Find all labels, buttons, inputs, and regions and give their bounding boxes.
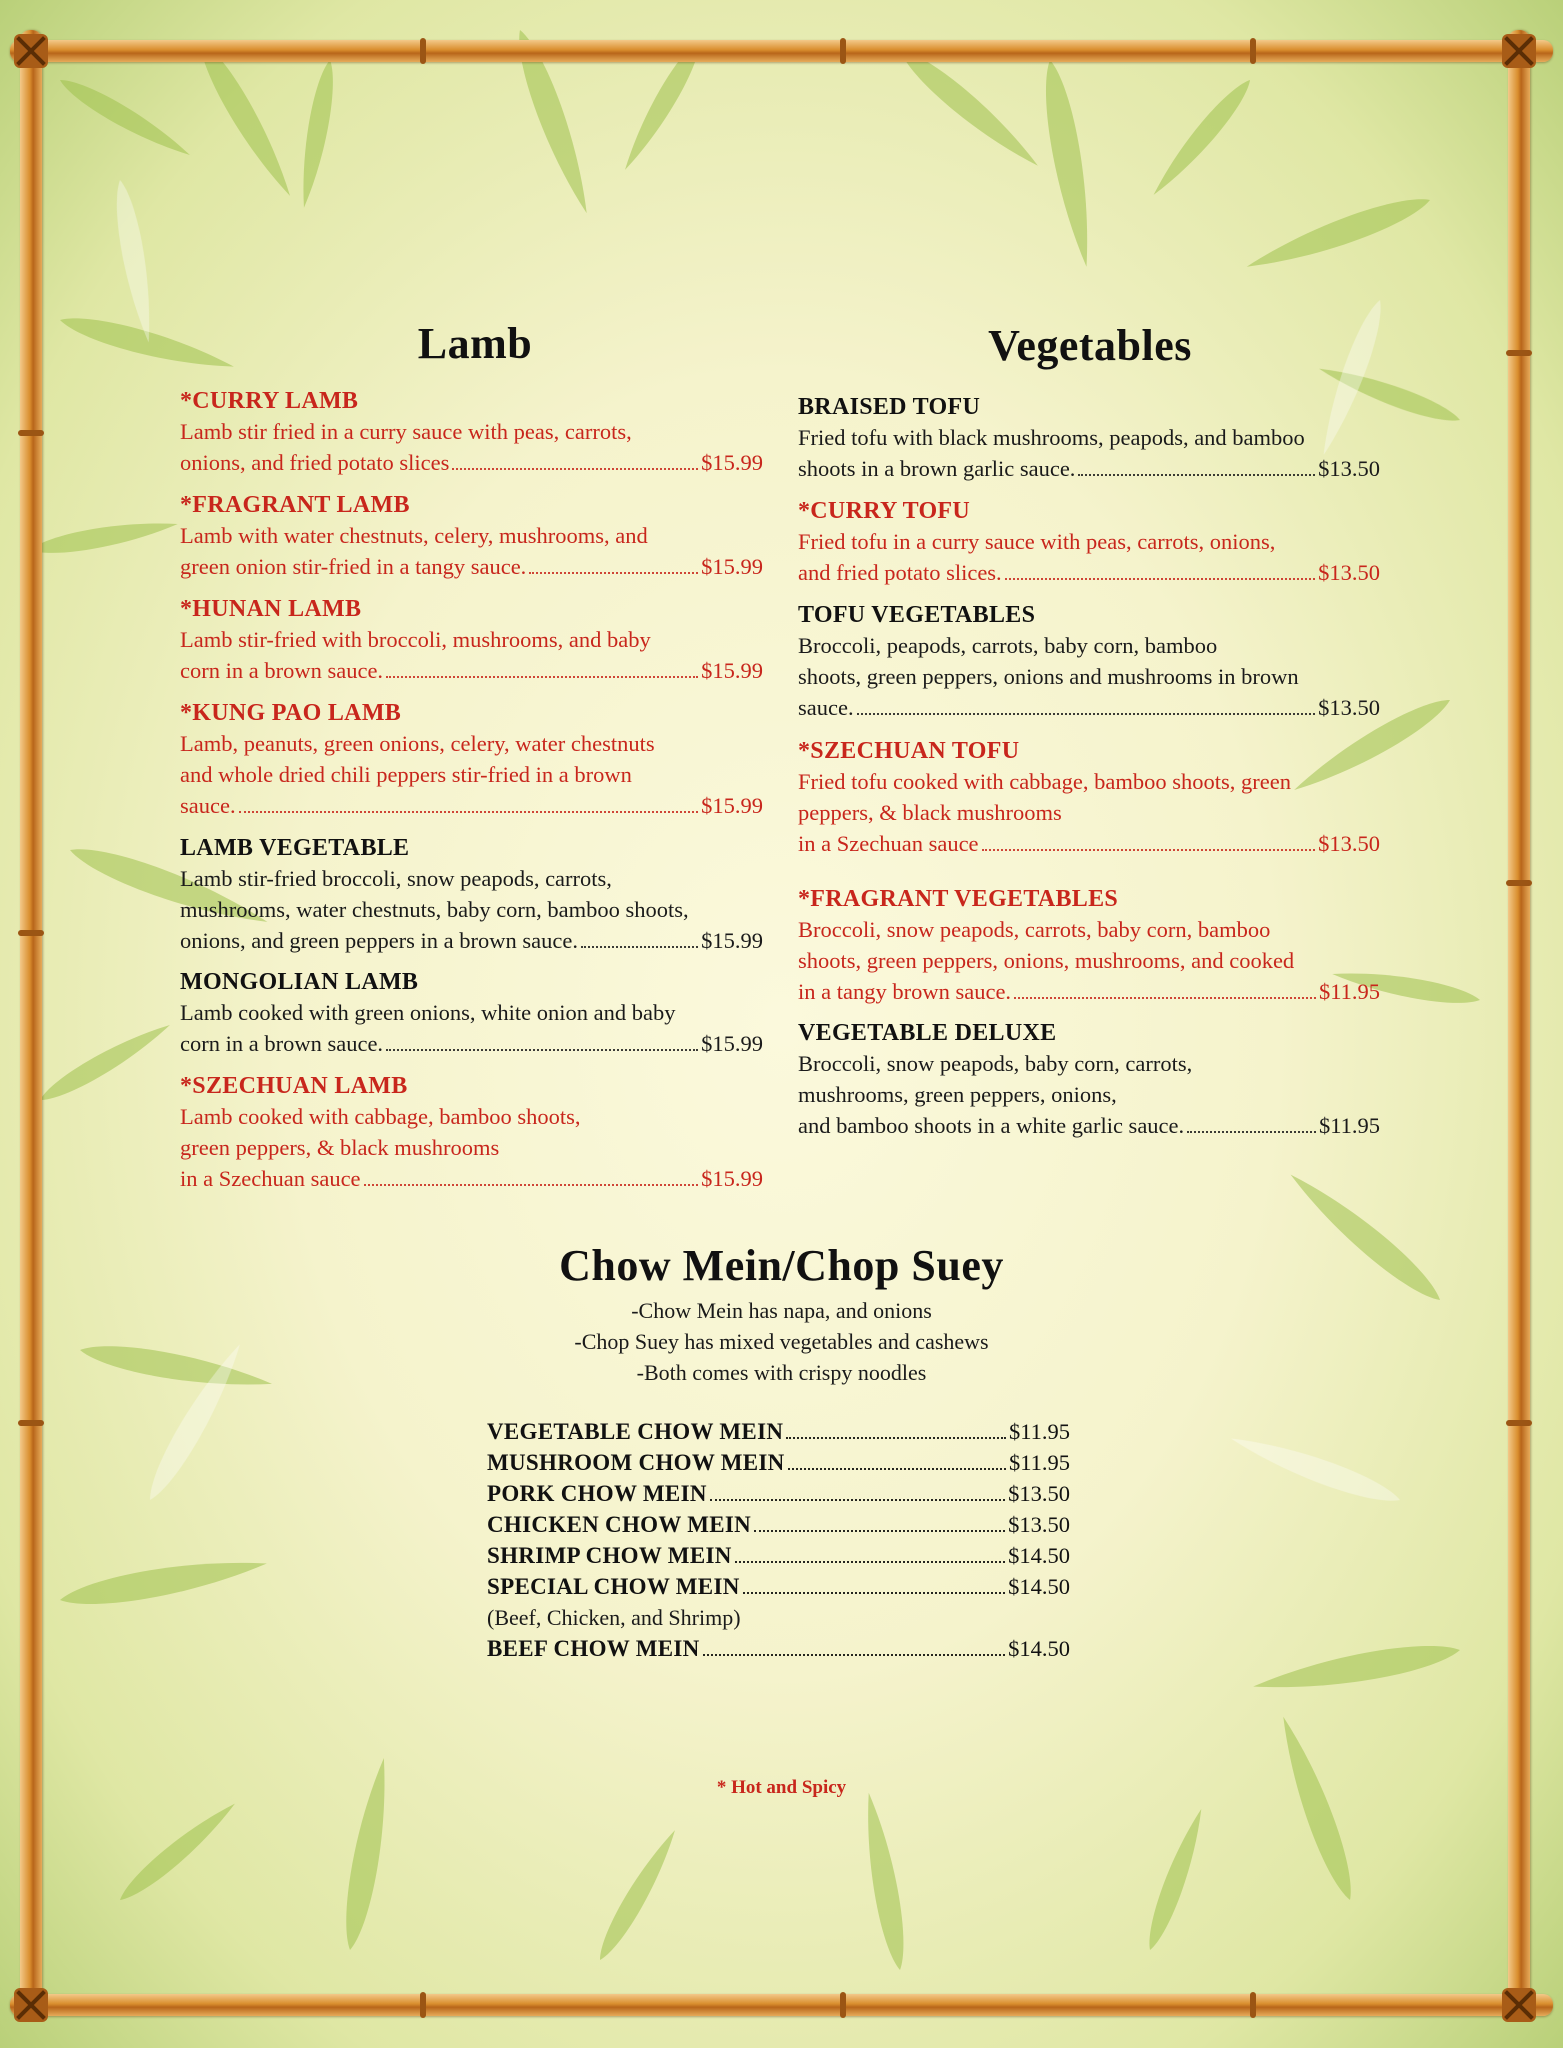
- dot-leader: [581, 931, 698, 948]
- menu-item-description: and fried potato slices.: [798, 560, 1002, 585]
- chow-mein-item-price: $14.50: [1008, 1636, 1070, 1661]
- menu-item-description: Broccoli, snow peapods, carrots, baby corn, bamboo: [798, 917, 1271, 942]
- dot-leader: [386, 661, 698, 678]
- menu-item[interactable]: [798, 1018, 1380, 1141]
- menu-item-price: $11.95: [1318, 979, 1380, 1004]
- menu-item-name: *CURRY TOFU: [798, 498, 971, 524]
- hot-and-spicy-footnote: * Hot and Spicy: [716, 1777, 847, 1798]
- menu-item[interactable]: [180, 386, 763, 478]
- menu-item-description: corn in a brown sauce.: [180, 658, 384, 683]
- menu-item-price-line: [180, 447, 763, 478]
- menu-item-description: green peppers, & black mushrooms: [180, 1135, 500, 1160]
- chow-mein-list: [487, 1416, 1070, 1664]
- menu-item-price: $13.50: [1318, 456, 1380, 481]
- menu-item-price-line: [180, 790, 763, 821]
- vegetables-title: Vegetables: [988, 321, 1192, 370]
- menu-item-price: $15.99: [701, 793, 763, 818]
- dot-leader: [239, 796, 699, 813]
- chow-mein-item-price: $13.50: [1008, 1512, 1070, 1537]
- menu-item-description: onions, and fried potato slices: [180, 450, 450, 475]
- menu-item-description: and whole dried chili peppers stir-fried in a brown: [180, 762, 632, 787]
- menu-item-description: shoots in a brown garlic sauce.: [798, 456, 1076, 481]
- menu-item-name: LAMB VEGETABLE: [180, 835, 410, 861]
- chow-mein-item[interactable]: [487, 1447, 1070, 1478]
- menu-item-description: Fried tofu cooked with cabbage, bamboo shoots, green: [798, 769, 1292, 794]
- menu-item-name: *SZECHUAN LAMB: [180, 1073, 408, 1099]
- chow-mein-item-name: SPECIAL CHOW MEIN: [487, 1574, 740, 1599]
- lamb-title: Lamb: [417, 319, 533, 368]
- menu-item[interactable]: [180, 490, 763, 582]
- menu-item[interactable]: [798, 392, 1380, 484]
- menu-item-price: $15.99: [701, 928, 763, 953]
- menu-item-price-line: [798, 976, 1380, 1007]
- menu-item[interactable]: [180, 1071, 763, 1194]
- dot-leader: [452, 453, 698, 470]
- dot-leader: [982, 834, 1316, 851]
- dot-leader: [857, 698, 1316, 715]
- chow-mein-item[interactable]: [487, 1478, 1070, 1509]
- dot-leader: [1187, 1116, 1316, 1133]
- chow-mein-item-price: $14.50: [1008, 1543, 1070, 1568]
- menu-item-price: $15.99: [701, 450, 763, 475]
- menu-item-description: Broccoli, peapods, carrots, baby corn, bamboo: [798, 633, 1218, 658]
- menu-item-description: Lamb cooked with cabbage, bamboo shoots,: [180, 1104, 581, 1129]
- menu-item-price: $15.99: [701, 1166, 763, 1191]
- menu-item-description: in a tangy brown sauce.: [798, 979, 1012, 1004]
- chow-mein-note: -Chow Mein has napa, and onions: [631, 1298, 932, 1323]
- menu-item-description: Fried tofu in a curry sauce with peas, carrots, onions,: [798, 529, 1276, 554]
- dot-leader: [386, 1034, 698, 1051]
- menu-item[interactable]: [798, 600, 1380, 723]
- chow-mein-item[interactable]: [487, 1633, 1070, 1664]
- chow-mein-title: Chow Mein/Chop Suey: [559, 1241, 1004, 1290]
- menu-item-price-line: [798, 828, 1380, 859]
- menu-item-price: $15.99: [701, 658, 763, 683]
- menu-item-description: Lamb stir fried in a curry sauce with peas, carrots,: [180, 419, 632, 444]
- menu-item-description: sauce.: [798, 695, 854, 720]
- menu-item-description: corn in a brown sauce.: [180, 1031, 384, 1056]
- menu-item-description: mushrooms, water chestnuts, baby corn, bamboo shoots,: [180, 897, 689, 922]
- menu-item-description: shoots, green peppers, onions, mushrooms, and cooked: [798, 948, 1295, 973]
- chow-mein-item[interactable]: [487, 1509, 1070, 1540]
- menu-item-description: Lamb, peanuts, green onions, celery, water chestnuts: [180, 731, 655, 756]
- menu-item-price: $15.99: [701, 554, 763, 579]
- menu-item-description: onions, and green peppers in a brown sauce.: [180, 928, 579, 953]
- menu-item-name: BRAISED TOFU: [798, 394, 981, 420]
- menu-item-price-line: [798, 1110, 1380, 1141]
- chow-mein-item-note: (Beef, Chicken, and Shrimp): [487, 1605, 741, 1630]
- dot-leader: [735, 1551, 1006, 1563]
- menu-item-price: $11.95: [1318, 1113, 1380, 1138]
- menu-item-description: mushrooms, green peppers, onions,: [798, 1082, 1117, 1107]
- menu-item-name: *KUNG PAO LAMB: [180, 700, 402, 726]
- dot-leader: [529, 557, 698, 574]
- menu-item-price-line: [798, 692, 1380, 723]
- menu-item-description: Lamb stir-fried with broccoli, mushrooms, and baby: [180, 627, 651, 652]
- menu-item[interactable]: [180, 967, 763, 1059]
- menu-item-price: $13.50: [1318, 695, 1380, 720]
- menu-item[interactable]: [798, 736, 1380, 859]
- menu-item[interactable]: [180, 698, 763, 821]
- menu-item[interactable]: [180, 833, 763, 956]
- menu-item-price-line: [798, 453, 1380, 484]
- chow-mein-item[interactable]: [487, 1416, 1070, 1447]
- menu-item-description: in a Szechuan sauce: [798, 831, 979, 856]
- menu-item[interactable]: [180, 594, 763, 686]
- menu-item-price-line: [180, 655, 763, 686]
- chow-mein-item-name: PORK CHOW MEIN: [487, 1481, 707, 1506]
- menu-item-price-line: [180, 1163, 763, 1194]
- menu-item-description: Broccoli, snow peapods, baby corn, carrots,: [798, 1051, 1193, 1076]
- dot-leader: [1078, 459, 1315, 476]
- menu-item-name: VEGETABLE DELUXE: [798, 1020, 1057, 1046]
- chow-mein-item-name: BEEF CHOW MEIN: [487, 1636, 700, 1661]
- chow-mein-notes: [0, 1295, 1563, 1388]
- chow-mein-item-price: $11.95: [1008, 1419, 1070, 1444]
- menu-item-price: $13.50: [1318, 831, 1380, 856]
- dot-leader: [743, 1582, 1006, 1594]
- menu-item-price: $13.50: [1318, 560, 1380, 585]
- menu-item-name: *FRAGRANT VEGETABLES: [798, 886, 1119, 912]
- chow-mein-item[interactable]: [487, 1571, 1070, 1602]
- dot-leader: [788, 1458, 1006, 1470]
- menu-item-price-line: [180, 925, 763, 956]
- menu-item-description: peppers, & black mushrooms: [798, 800, 1062, 825]
- dot-leader: [1005, 563, 1315, 580]
- dot-leader: [364, 1169, 699, 1186]
- chow-mein-note: -Both comes with crispy noodles: [636, 1360, 927, 1385]
- chow-mein-item-price: $11.95: [1008, 1450, 1070, 1475]
- menu-item-description: Fried tofu with black mushrooms, peapods, and bamboo: [798, 425, 1305, 450]
- menu-item-price-line: [798, 557, 1380, 588]
- menu-item-price-line: [180, 1028, 763, 1059]
- menu-item-name: *CURRY LAMB: [180, 388, 359, 414]
- menu-item-description: Lamb with water chestnuts, celery, mushrooms, and: [180, 523, 648, 548]
- menu-item-name: *SZECHUAN TOFU: [798, 738, 1020, 764]
- dot-leader: [703, 1644, 1006, 1656]
- menu-item-description: green onion stir-fried in a tangy sauce.: [180, 554, 527, 579]
- menu-item[interactable]: [798, 884, 1380, 1007]
- chow-mein-item-price: $14.50: [1008, 1574, 1070, 1599]
- menu-item-price: $15.99: [701, 1031, 763, 1056]
- menu-item-description: sauce.: [180, 793, 236, 818]
- chow-mein-note: -Chop Suey has mixed vegetables and cashews: [574, 1329, 989, 1354]
- menu-item-name: *FRAGRANT LAMB: [180, 492, 410, 518]
- chow-mein-item-price: $13.50: [1008, 1481, 1070, 1506]
- dot-leader: [1014, 982, 1316, 999]
- chow-mein-item-name: MUSHROOM CHOW MEIN: [487, 1450, 785, 1475]
- dot-leader: [786, 1427, 1006, 1439]
- menu-item[interactable]: [798, 496, 1380, 588]
- chow-mein-item-name: VEGETABLE CHOW MEIN: [487, 1419, 784, 1444]
- menu-item-name: MONGOLIAN LAMB: [180, 969, 419, 995]
- chow-mein-item-name: CHICKEN CHOW MEIN: [487, 1512, 752, 1537]
- menu-item-description: Lamb stir-fried broccoli, snow peapods, carrots,: [180, 866, 612, 891]
- menu-item-name: TOFU VEGETABLES: [798, 602, 1036, 628]
- menu-item-description: Lamb cooked with green onions, white onion and baby: [180, 1000, 676, 1025]
- chow-mein-item-name: SHRIMP CHOW MEIN: [487, 1543, 732, 1568]
- menu-item-description: shoots, green peppers, onions and mushrooms in brown: [798, 664, 1299, 689]
- dot-leader: [754, 1520, 1005, 1532]
- chow-mein-item[interactable]: [487, 1540, 1070, 1571]
- menu-item-description: in a Szechuan sauce: [180, 1166, 361, 1191]
- menu-item-price-line: [180, 551, 763, 582]
- menu-item-name: *HUNAN LAMB: [180, 596, 362, 622]
- menu-item-description: and bamboo shoots in a white garlic sauce.: [798, 1113, 1185, 1138]
- dot-leader: [710, 1489, 1005, 1501]
